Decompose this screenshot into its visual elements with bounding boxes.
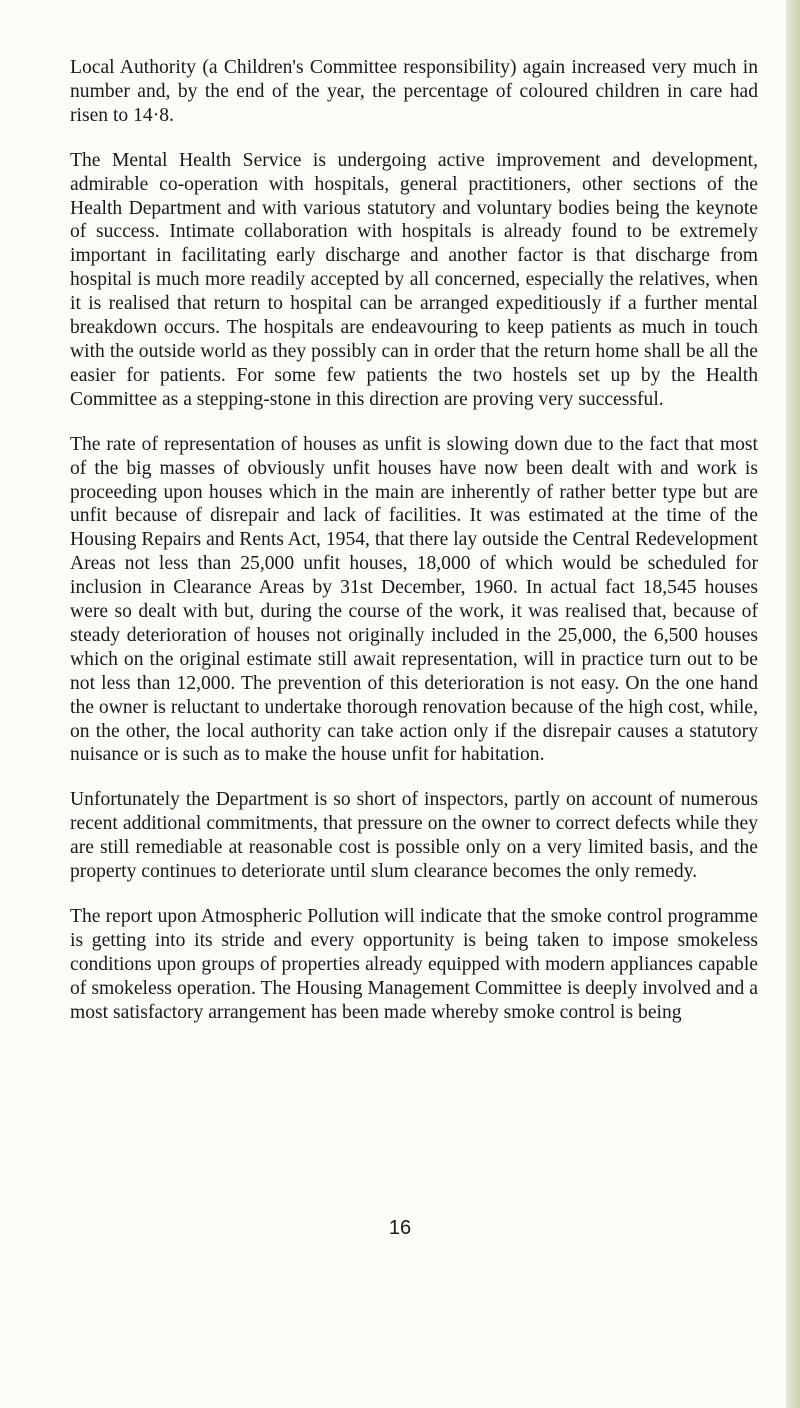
paragraph-inspector-shortage: Unfortunately the Department is so short of inspectors, partly on account of numerous recent additional commitments, that pressure on the owner to correct defects while they are still remediable at reasonable cost is possible only on a very limited basis, and the property continues to deteriorate until slum clearance becomes the only remedy.: [70, 789, 758, 883]
page-number: 16: [388, 1217, 412, 1239]
paragraph-atmospheric-pollution: The report upon Atmospheric Pollution will indicate that the smoke control programme is getting into its stride and every opportunity is being taken to impose smokeless conditions upon groups of properties already equipped with modern appliances capable of smokeless operation. The Housing Management Committee is deeply involved and a most satisfactory arrangement has been made whereby smoke control is being: [70, 906, 758, 1023]
paragraph-unfit-houses: The rate of representation of houses as unfit is slowing down due to the fact that most of the big masses of obviously unfit houses have now been dealt with and work is proceeding upon houses which in the main are inherently of rather better type but are unfit because of disrepair and lack of facilities. It was estimated at the time of the Housing Repairs and Rents Act, 1954, that there lay outside the Central Redevelopment Areas not less than 25,000 unfit houses, 18,000 of which would be scheduled for inclusion in Clearance Areas by 31st December, 1960. In actual fact 18,545 houses were so dealt with but, during the course of the work, it was realised that, because of steady deterioration of houses not originally included in the 25,000, the 6,500 houses which on the original estimate still await representation, will in practice turn out to be not less than 12,000. The prevention of this deterioration is not easy. On the one hand the owner is reluctant to undertake thorough renovation because of the high cost, while, on the other, the local authority can take action only if the disrepair causes a statutory nuisance or is such as to make the house unfit for habitation.: [70, 433, 758, 766]
paragraph-children-in-care: Local Authority (a Children's Committee responsibility) again increased very much in number and, by the end of the year, the percentage of coloured children in care had risen to 14·8.: [70, 57, 758, 126]
page-edge-shadow: [786, 0, 800, 1408]
document-body: [70, 56, 758, 1046]
paragraph-mental-health-service: The Mental Health Service is undergoing active improvement and development, admirable co-operation with hospitals, general practitioners, other sections of the Health Department and with various statutory and voluntary bodies being the keynote of success. Intimate collaboration with hospitals is already found to be extremely important in facilitating early discharge and another factor is that discharge from hospital is much more readily accepted by all concerned, especially the relatives, when it is realised that return to hospital can be arranged expeditiously if a further mental breakdown occurs. The hospitals are endeavouring to keep patients as much in touch with the outside world as they possibly can in order that the return home shall be all the easier for patients. For some few patients the two hostels set up by the Health Committee as a stepping-stone in this direction are proving very successful.: [70, 149, 758, 410]
